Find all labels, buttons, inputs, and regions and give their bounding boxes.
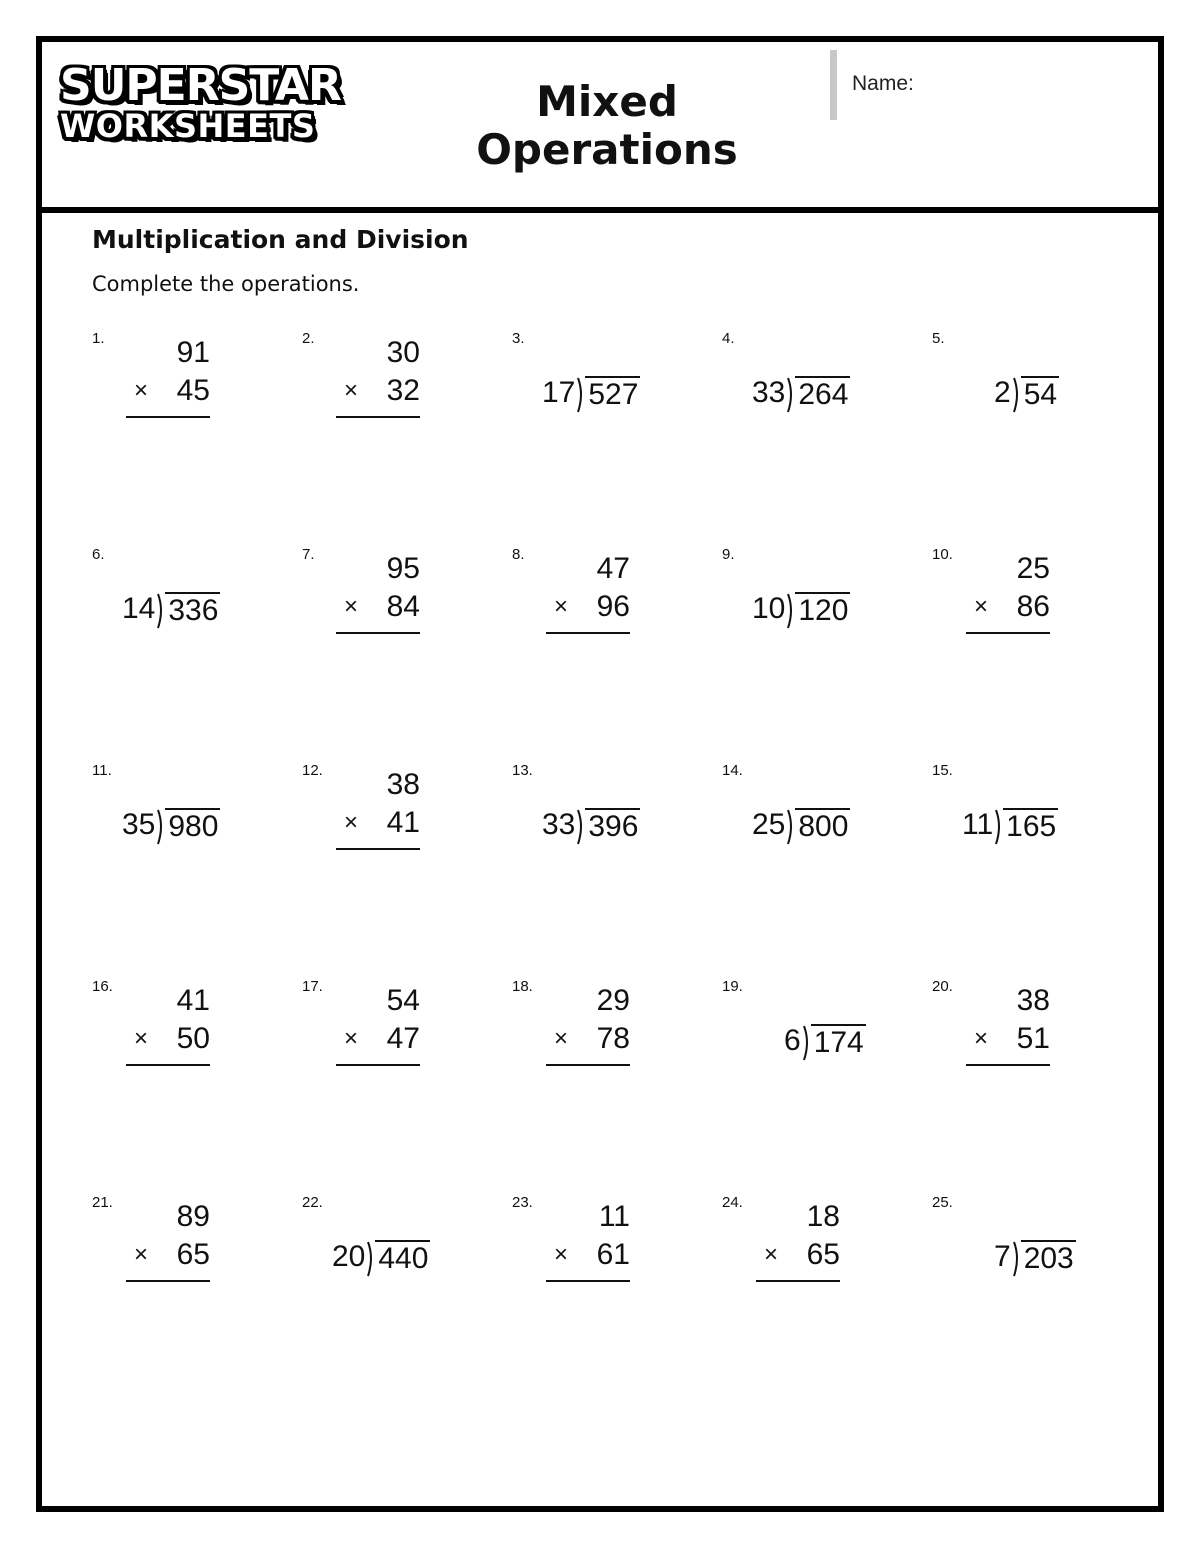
divisor: 14 bbox=[122, 592, 156, 625]
multiplier: 41 bbox=[386, 806, 420, 839]
divisor: 20 bbox=[332, 1240, 366, 1273]
problem-number: 14. bbox=[722, 762, 743, 779]
answer-line bbox=[126, 1064, 210, 1066]
long-division-problem bbox=[752, 372, 850, 412]
problem-number: 19. bbox=[722, 978, 743, 995]
dividend: 396 bbox=[585, 808, 640, 844]
answer-line bbox=[756, 1280, 840, 1282]
worksheet-frame bbox=[36, 36, 1164, 1512]
problem-2 bbox=[302, 330, 502, 530]
problem-25 bbox=[932, 1194, 1132, 1394]
multiplication-problem bbox=[126, 982, 210, 1066]
divisor: 7 bbox=[994, 1240, 1011, 1273]
divisor: 33 bbox=[752, 376, 786, 409]
answer-line bbox=[336, 632, 420, 634]
problem-number: 17. bbox=[302, 978, 323, 995]
problem-8 bbox=[512, 546, 712, 746]
name-label: Name: bbox=[852, 72, 914, 95]
long-division-problem bbox=[994, 1236, 1076, 1276]
problem-23 bbox=[512, 1194, 712, 1394]
dividend: 440 bbox=[375, 1240, 430, 1276]
multiplication-problem bbox=[126, 334, 210, 418]
division-bracket-icon bbox=[1013, 376, 1021, 412]
long-division-problem bbox=[122, 804, 220, 844]
multiplicand: 38 bbox=[386, 768, 420, 801]
answer-line bbox=[336, 848, 420, 850]
multiplier: 45 bbox=[176, 374, 210, 407]
problem-number: 20. bbox=[932, 978, 953, 995]
title-line-1: Mixed bbox=[536, 77, 678, 126]
worksheet-title bbox=[442, 78, 772, 174]
division-bracket-icon bbox=[803, 1024, 811, 1060]
long-division-problem bbox=[752, 588, 850, 628]
problem-number: 6. bbox=[92, 546, 105, 563]
multiplication-problem bbox=[546, 982, 630, 1066]
division-bracket-icon bbox=[157, 808, 165, 844]
multiplication-problem bbox=[546, 550, 630, 634]
multiply-sign-icon: × bbox=[554, 1025, 569, 1052]
problem-number: 24. bbox=[722, 1194, 743, 1211]
multiplier-row bbox=[966, 1020, 1050, 1058]
problem-12 bbox=[302, 762, 502, 962]
multiplier: 65 bbox=[806, 1238, 840, 1271]
dividend: 336 bbox=[165, 592, 220, 628]
long-division-problem bbox=[332, 1236, 430, 1276]
multiply-sign-icon: × bbox=[134, 1025, 149, 1052]
multiply-sign-icon: × bbox=[554, 1241, 569, 1268]
problem-7 bbox=[302, 546, 502, 746]
answer-line bbox=[546, 632, 630, 634]
dividend: 203 bbox=[1021, 1240, 1076, 1276]
multiplicand: 38 bbox=[1016, 984, 1050, 1017]
problem-number: 22. bbox=[302, 1194, 323, 1211]
instructions: Complete the operations. bbox=[92, 272, 360, 296]
multiplier-row bbox=[336, 588, 420, 626]
dividend: 174 bbox=[811, 1024, 866, 1060]
problem-number: 16. bbox=[92, 978, 113, 995]
dividend: 264 bbox=[795, 376, 850, 412]
problem-19 bbox=[722, 978, 922, 1178]
divisor: 10 bbox=[752, 592, 786, 625]
multiplicand: 41 bbox=[176, 984, 210, 1017]
superstar-worksheets-logo bbox=[60, 60, 400, 145]
multiplier: 78 bbox=[596, 1022, 630, 1055]
answer-line bbox=[966, 632, 1050, 634]
division-bracket-icon bbox=[367, 1240, 375, 1276]
answer-line bbox=[126, 1280, 210, 1282]
multiplicand: 89 bbox=[176, 1200, 210, 1233]
problem-15 bbox=[932, 762, 1132, 962]
multiplicand: 95 bbox=[386, 552, 420, 585]
problem-11 bbox=[92, 762, 292, 962]
divisor: 11 bbox=[962, 808, 994, 841]
multiplicand: 29 bbox=[596, 984, 630, 1017]
dividend: 120 bbox=[795, 592, 850, 628]
problem-6 bbox=[92, 546, 292, 746]
dividend: 54 bbox=[1021, 376, 1059, 412]
problem-number: 12. bbox=[302, 762, 323, 779]
multiplier-row bbox=[546, 1236, 630, 1274]
multiplication-problem bbox=[336, 334, 420, 418]
dividend: 800 bbox=[795, 808, 850, 844]
problem-14 bbox=[722, 762, 922, 962]
dividend: 527 bbox=[585, 376, 640, 412]
problem-10 bbox=[932, 546, 1132, 746]
division-bracket-icon bbox=[787, 592, 795, 628]
answer-line bbox=[546, 1280, 630, 1282]
multiplier: 65 bbox=[176, 1238, 210, 1271]
problem-number: 23. bbox=[512, 1194, 533, 1211]
multiplication-problem bbox=[966, 982, 1050, 1066]
problem-22 bbox=[302, 1194, 502, 1394]
problem-number: 18. bbox=[512, 978, 533, 995]
section-title: Multiplication and Division bbox=[92, 225, 469, 254]
multiplier-row bbox=[336, 804, 420, 842]
multiply-sign-icon: × bbox=[134, 1241, 149, 1268]
multiplier: 50 bbox=[176, 1022, 210, 1055]
long-division-problem bbox=[542, 372, 640, 412]
multiply-sign-icon: × bbox=[764, 1241, 779, 1268]
multiplicand: 30 bbox=[386, 336, 420, 369]
problem-number: 2. bbox=[302, 330, 315, 347]
answer-line bbox=[336, 1064, 420, 1066]
logo-line-2: WORKSHEETS bbox=[60, 107, 316, 145]
multiplication-problem bbox=[336, 982, 420, 1066]
problem-18 bbox=[512, 978, 712, 1178]
multiplier: 61 bbox=[596, 1238, 630, 1271]
multiplication-problem bbox=[336, 550, 420, 634]
division-bracket-icon bbox=[157, 592, 165, 628]
problem-number: 1. bbox=[92, 330, 105, 347]
problem-number: 3. bbox=[512, 330, 525, 347]
divisor: 33 bbox=[542, 808, 576, 841]
problem-4 bbox=[722, 330, 922, 530]
division-bracket-icon bbox=[577, 808, 585, 844]
division-bracket-icon bbox=[787, 808, 795, 844]
problem-number: 13. bbox=[512, 762, 533, 779]
problem-number: 11. bbox=[92, 762, 112, 779]
multiplication-problem bbox=[546, 1198, 630, 1282]
problem-5 bbox=[932, 330, 1132, 530]
long-division-problem bbox=[122, 588, 220, 628]
multiplication-problem bbox=[336, 766, 420, 850]
worksheet-header bbox=[42, 42, 1158, 213]
answer-line bbox=[126, 416, 210, 418]
multiplier-row bbox=[336, 372, 420, 410]
multiplier: 96 bbox=[596, 590, 630, 623]
problem-number: 10. bbox=[932, 546, 953, 563]
problem-number: 7. bbox=[302, 546, 315, 563]
long-division-problem bbox=[994, 372, 1059, 412]
multiplication-problem bbox=[756, 1198, 840, 1282]
problem-number: 15. bbox=[932, 762, 953, 779]
divisor: 6 bbox=[784, 1024, 801, 1057]
multiplication-problem bbox=[126, 1198, 210, 1282]
multiply-sign-icon: × bbox=[554, 593, 569, 620]
answer-line bbox=[546, 1064, 630, 1066]
multiplier-row bbox=[336, 1020, 420, 1058]
multiplier-row bbox=[756, 1236, 840, 1274]
multiplier-row bbox=[126, 1236, 210, 1274]
multiply-sign-icon: × bbox=[344, 593, 359, 620]
problem-number: 8. bbox=[512, 546, 525, 563]
problem-3 bbox=[512, 330, 712, 530]
problem-grid bbox=[92, 330, 1142, 1410]
divisor: 2 bbox=[994, 376, 1011, 409]
division-bracket-icon bbox=[1013, 1240, 1021, 1276]
multiplier: 32 bbox=[386, 374, 420, 407]
multiply-sign-icon: × bbox=[974, 1025, 989, 1052]
multiplier-row bbox=[126, 1020, 210, 1058]
problem-20 bbox=[932, 978, 1132, 1178]
division-bracket-icon bbox=[787, 376, 795, 412]
answer-line bbox=[966, 1064, 1050, 1066]
multiplier-row bbox=[126, 372, 210, 410]
problem-1 bbox=[92, 330, 292, 530]
divisor: 25 bbox=[752, 808, 786, 841]
multiply-sign-icon: × bbox=[134, 377, 149, 404]
problem-24 bbox=[722, 1194, 922, 1394]
multiply-sign-icon: × bbox=[344, 377, 359, 404]
divisor: 17 bbox=[542, 376, 576, 409]
long-division-problem bbox=[962, 804, 1058, 844]
problem-16 bbox=[92, 978, 292, 1178]
multiplier-row bbox=[966, 588, 1050, 626]
title-line-2: Operations bbox=[476, 125, 738, 174]
multiply-sign-icon: × bbox=[344, 1025, 359, 1052]
problem-21 bbox=[92, 1194, 292, 1394]
long-division-problem bbox=[752, 804, 850, 844]
multiply-sign-icon: × bbox=[974, 593, 989, 620]
answer-line bbox=[336, 416, 420, 418]
long-division-problem bbox=[542, 804, 640, 844]
multiplicand: 54 bbox=[386, 984, 420, 1017]
problem-17 bbox=[302, 978, 502, 1178]
division-bracket-icon bbox=[995, 808, 1003, 844]
problem-number: 21. bbox=[92, 1194, 113, 1211]
multiplication-problem bbox=[966, 550, 1050, 634]
multiplicand: 11 bbox=[598, 1200, 630, 1233]
problem-number: 25. bbox=[932, 1194, 953, 1211]
problem-number: 4. bbox=[722, 330, 735, 347]
problem-9 bbox=[722, 546, 922, 746]
logo-line-1: SUPERSTAR bbox=[60, 60, 341, 111]
multiplicand: 47 bbox=[596, 552, 630, 585]
multiply-sign-icon: × bbox=[344, 809, 359, 836]
division-bracket-icon bbox=[577, 376, 585, 412]
multiplier: 47 bbox=[386, 1022, 420, 1055]
long-division-problem bbox=[784, 1020, 866, 1060]
dividend: 980 bbox=[165, 808, 220, 844]
multiplier-row bbox=[546, 1020, 630, 1058]
problem-13 bbox=[512, 762, 712, 962]
multiplier: 86 bbox=[1016, 590, 1050, 623]
dividend: 165 bbox=[1003, 808, 1058, 844]
multiplicand: 25 bbox=[1016, 552, 1050, 585]
problem-number: 5. bbox=[932, 330, 945, 347]
problem-number: 9. bbox=[722, 546, 735, 563]
multiplicand: 18 bbox=[806, 1200, 840, 1233]
name-divider bbox=[830, 50, 837, 120]
multiplicand: 91 bbox=[176, 336, 210, 369]
divisor: 35 bbox=[122, 808, 156, 841]
multiplier-row bbox=[546, 588, 630, 626]
multiplier: 51 bbox=[1016, 1022, 1050, 1055]
multiplier: 84 bbox=[386, 590, 420, 623]
